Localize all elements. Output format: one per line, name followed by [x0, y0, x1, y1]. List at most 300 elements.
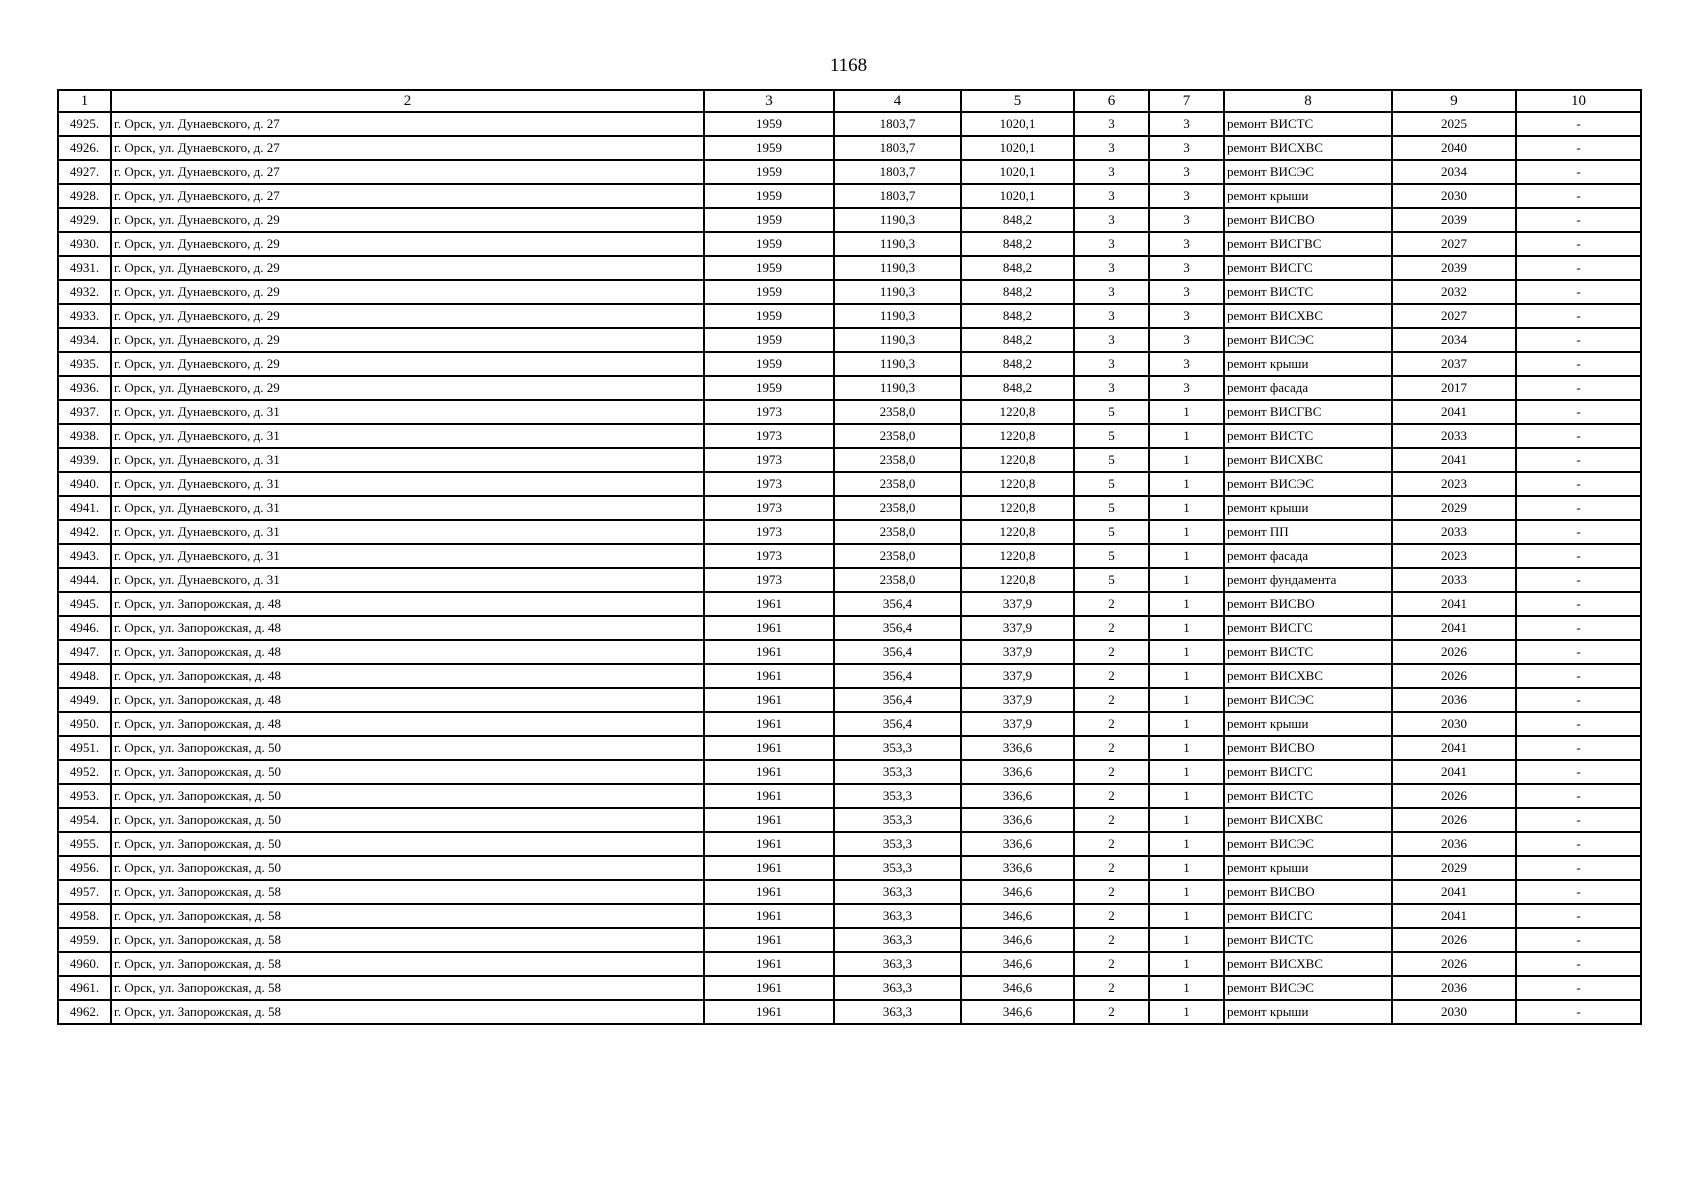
total-area-cell: 356,4 [834, 592, 961, 616]
planned-year-cell: 2032 [1392, 280, 1516, 304]
address-cell: г. Орск, ул. Запорожская, д. 50 [111, 832, 704, 856]
living-area-cell: 1220,8 [961, 544, 1074, 568]
note-cell: - [1516, 616, 1641, 640]
total-area-cell: 363,3 [834, 1000, 961, 1024]
floors-cell: 2 [1074, 832, 1149, 856]
table-body [58, 112, 1641, 1024]
year-cell: 1973 [704, 448, 834, 472]
work-type-cell: ремонт ВИСГС [1224, 760, 1392, 784]
note-cell: - [1516, 160, 1641, 184]
note-cell: - [1516, 832, 1641, 856]
work-type-cell: ремонт крыши [1224, 1000, 1392, 1024]
note-cell: - [1516, 400, 1641, 424]
work-type-cell: ремонт ВИСГС [1224, 616, 1392, 640]
address-cell: г. Орск, ул. Запорожская, д. 58 [111, 880, 704, 904]
address-cell: г. Орск, ул. Запорожская, д. 58 [111, 952, 704, 976]
entrances-cell: 3 [1149, 352, 1224, 376]
row-number-cell: 4928. [58, 184, 111, 208]
living-area-cell: 346,6 [961, 928, 1074, 952]
year-cell: 1973 [704, 496, 834, 520]
address-cell: г. Орск, ул. Дунаевского, д. 31 [111, 520, 704, 544]
planned-year-cell: 2041 [1392, 592, 1516, 616]
table-row [58, 640, 1641, 664]
row-number-cell: 4952. [58, 760, 111, 784]
work-type-cell: ремонт ВИСТС [1224, 424, 1392, 448]
address-cell: г. Орск, ул. Запорожская, д. 48 [111, 664, 704, 688]
address-cell: г. Орск, ул. Запорожская, д. 50 [111, 760, 704, 784]
note-cell: - [1516, 208, 1641, 232]
table-row [58, 736, 1641, 760]
living-area-cell: 1220,8 [961, 520, 1074, 544]
note-cell: - [1516, 664, 1641, 688]
row-number-cell: 4958. [58, 904, 111, 928]
total-area-cell: 2358,0 [834, 424, 961, 448]
entrances-cell: 1 [1149, 640, 1224, 664]
work-type-cell: ремонт ВИСХВС [1224, 952, 1392, 976]
work-type-cell: ремонт ВИСХВС [1224, 448, 1392, 472]
note-cell: - [1516, 304, 1641, 328]
year-cell: 1959 [704, 208, 834, 232]
living-area-cell: 1220,8 [961, 400, 1074, 424]
total-area-cell: 353,3 [834, 760, 961, 784]
table-row [58, 184, 1641, 208]
address-cell: г. Орск, ул. Дунаевского, д. 27 [111, 184, 704, 208]
floors-cell: 5 [1074, 544, 1149, 568]
address-cell: г. Орск, ул. Дунаевского, д. 29 [111, 352, 704, 376]
year-cell: 1973 [704, 568, 834, 592]
note-cell: - [1516, 472, 1641, 496]
work-type-cell: ремонт ВИСВО [1224, 736, 1392, 760]
work-type-cell: ремонт ВИСХВС [1224, 664, 1392, 688]
year-cell: 1961 [704, 928, 834, 952]
row-number-cell: 4927. [58, 160, 111, 184]
row-number-cell: 4940. [58, 472, 111, 496]
year-cell: 1959 [704, 136, 834, 160]
note-cell: - [1516, 184, 1641, 208]
table-row [58, 832, 1641, 856]
planned-year-cell: 2026 [1392, 640, 1516, 664]
table-row [58, 568, 1641, 592]
column-header-5: 5 [961, 90, 1074, 112]
work-type-cell: ремонт ВИСГС [1224, 904, 1392, 928]
year-cell: 1961 [704, 904, 834, 928]
floors-cell: 2 [1074, 928, 1149, 952]
address-cell: г. Орск, ул. Запорожская, д. 50 [111, 736, 704, 760]
table-row [58, 448, 1641, 472]
planned-year-cell: 2041 [1392, 448, 1516, 472]
living-area-cell: 1220,8 [961, 448, 1074, 472]
row-number-cell: 4935. [58, 352, 111, 376]
work-type-cell: ремонт крыши [1224, 712, 1392, 736]
planned-year-cell: 2026 [1392, 808, 1516, 832]
floors-cell: 5 [1074, 400, 1149, 424]
entrances-cell: 3 [1149, 280, 1224, 304]
note-cell: - [1516, 256, 1641, 280]
row-number-cell: 4962. [58, 1000, 111, 1024]
address-cell: г. Орск, ул. Дунаевского, д. 31 [111, 496, 704, 520]
living-area-cell: 848,2 [961, 208, 1074, 232]
address-cell: г. Орск, ул. Дунаевского, д. 27 [111, 112, 704, 136]
address-cell: г. Орск, ул. Дунаевского, д. 31 [111, 568, 704, 592]
year-cell: 1961 [704, 880, 834, 904]
table-header [58, 90, 1641, 112]
living-area-cell: 337,9 [961, 664, 1074, 688]
entrances-cell: 1 [1149, 952, 1224, 976]
planned-year-cell: 2037 [1392, 352, 1516, 376]
note-cell: - [1516, 136, 1641, 160]
living-area-cell: 337,9 [961, 592, 1074, 616]
work-type-cell: ремонт ВИСГВС [1224, 400, 1392, 424]
table-row [58, 592, 1641, 616]
note-cell: - [1516, 688, 1641, 712]
column-header-3: 3 [704, 90, 834, 112]
address-cell: г. Орск, ул. Дунаевского, д. 31 [111, 472, 704, 496]
floors-cell: 3 [1074, 376, 1149, 400]
note-cell: - [1516, 736, 1641, 760]
page-number: 1168 [829, 55, 868, 76]
address-cell: г. Орск, ул. Запорожская, д. 50 [111, 784, 704, 808]
floors-cell: 2 [1074, 976, 1149, 1000]
total-area-cell: 363,3 [834, 952, 961, 976]
year-cell: 1973 [704, 520, 834, 544]
planned-year-cell: 2034 [1392, 160, 1516, 184]
work-type-cell: ремонт ВИСХВС [1224, 304, 1392, 328]
address-cell: г. Орск, ул. Запорожская, д. 58 [111, 904, 704, 928]
floors-cell: 2 [1074, 904, 1149, 928]
note-cell: - [1516, 856, 1641, 880]
table-row [58, 136, 1641, 160]
living-area-cell: 336,6 [961, 832, 1074, 856]
work-type-cell: ремонт ВИСЭС [1224, 160, 1392, 184]
note-cell: - [1516, 712, 1641, 736]
note-cell: - [1516, 568, 1641, 592]
entrances-cell: 1 [1149, 736, 1224, 760]
work-type-cell: ремонт ВИСГВС [1224, 232, 1392, 256]
year-cell: 1973 [704, 400, 834, 424]
planned-year-cell: 2041 [1392, 736, 1516, 760]
living-area-cell: 848,2 [961, 232, 1074, 256]
planned-year-cell: 2040 [1392, 136, 1516, 160]
note-cell: - [1516, 424, 1641, 448]
year-cell: 1959 [704, 280, 834, 304]
living-area-cell: 336,6 [961, 808, 1074, 832]
table-row [58, 664, 1641, 688]
total-area-cell: 356,4 [834, 616, 961, 640]
living-area-cell: 1020,1 [961, 184, 1074, 208]
entrances-cell: 3 [1149, 136, 1224, 160]
note-cell: - [1516, 520, 1641, 544]
total-area-cell: 356,4 [834, 664, 961, 688]
entrances-cell: 1 [1149, 880, 1224, 904]
work-type-cell: ремонт ПП [1224, 520, 1392, 544]
work-type-cell: ремонт фундамента [1224, 568, 1392, 592]
total-area-cell: 1190,3 [834, 232, 961, 256]
row-number-cell: 4949. [58, 688, 111, 712]
floors-cell: 2 [1074, 856, 1149, 880]
work-type-cell: ремонт ВИСЭС [1224, 328, 1392, 352]
note-cell: - [1516, 1000, 1641, 1024]
year-cell: 1961 [704, 976, 834, 1000]
entrances-cell: 3 [1149, 328, 1224, 352]
entrances-cell: 3 [1149, 256, 1224, 280]
total-area-cell: 2358,0 [834, 448, 961, 472]
floors-cell: 3 [1074, 280, 1149, 304]
address-cell: г. Орск, ул. Запорожская, д. 48 [111, 712, 704, 736]
total-area-cell: 353,3 [834, 736, 961, 760]
floors-cell: 2 [1074, 808, 1149, 832]
entrances-cell: 1 [1149, 928, 1224, 952]
entrances-cell: 1 [1149, 544, 1224, 568]
note-cell: - [1516, 280, 1641, 304]
floors-cell: 3 [1074, 136, 1149, 160]
floors-cell: 2 [1074, 712, 1149, 736]
planned-year-cell: 2025 [1392, 112, 1516, 136]
floors-cell: 3 [1074, 160, 1149, 184]
address-cell: г. Орск, ул. Запорожская, д. 48 [111, 640, 704, 664]
floors-cell: 5 [1074, 568, 1149, 592]
address-cell: г. Орск, ул. Дунаевского, д. 31 [111, 448, 704, 472]
planned-year-cell: 2030 [1392, 712, 1516, 736]
planned-year-cell: 2026 [1392, 928, 1516, 952]
work-type-cell: ремонт ВИСГС [1224, 256, 1392, 280]
living-area-cell: 848,2 [961, 376, 1074, 400]
row-number-cell: 4925. [58, 112, 111, 136]
repair-schedule-table [57, 89, 1642, 1025]
floors-cell: 2 [1074, 784, 1149, 808]
note-cell: - [1516, 784, 1641, 808]
entrances-cell: 1 [1149, 448, 1224, 472]
address-cell: г. Орск, ул. Запорожская, д. 50 [111, 856, 704, 880]
address-cell: г. Орск, ул. Дунаевского, д. 31 [111, 424, 704, 448]
table-row [58, 280, 1641, 304]
year-cell: 1961 [704, 808, 834, 832]
planned-year-cell: 2033 [1392, 520, 1516, 544]
total-area-cell: 363,3 [834, 928, 961, 952]
floors-cell: 2 [1074, 880, 1149, 904]
planned-year-cell: 2023 [1392, 544, 1516, 568]
total-area-cell: 356,4 [834, 640, 961, 664]
year-cell: 1959 [704, 328, 834, 352]
column-header-9: 9 [1392, 90, 1516, 112]
floors-cell: 5 [1074, 448, 1149, 472]
column-header-4: 4 [834, 90, 961, 112]
floors-cell: 2 [1074, 952, 1149, 976]
table-row [58, 232, 1641, 256]
header-row [58, 90, 1641, 112]
address-cell: г. Орск, ул. Дунаевского, д. 29 [111, 232, 704, 256]
planned-year-cell: 2036 [1392, 976, 1516, 1000]
total-area-cell: 1803,7 [834, 160, 961, 184]
table-row [58, 760, 1641, 784]
year-cell: 1961 [704, 952, 834, 976]
row-number-cell: 4945. [58, 592, 111, 616]
note-cell: - [1516, 376, 1641, 400]
entrances-cell: 1 [1149, 856, 1224, 880]
entrances-cell: 3 [1149, 184, 1224, 208]
table-row [58, 376, 1641, 400]
planned-year-cell: 2033 [1392, 424, 1516, 448]
table-row [58, 424, 1641, 448]
column-header-8: 8 [1224, 90, 1392, 112]
year-cell: 1973 [704, 544, 834, 568]
note-cell: - [1516, 592, 1641, 616]
column-header-6: 6 [1074, 90, 1149, 112]
floors-cell: 2 [1074, 688, 1149, 712]
planned-year-cell: 2026 [1392, 784, 1516, 808]
living-area-cell: 336,6 [961, 784, 1074, 808]
total-area-cell: 2358,0 [834, 568, 961, 592]
entrances-cell: 1 [1149, 520, 1224, 544]
total-area-cell: 363,3 [834, 880, 961, 904]
year-cell: 1959 [704, 112, 834, 136]
table-row [58, 208, 1641, 232]
planned-year-cell: 2029 [1392, 856, 1516, 880]
entrances-cell: 3 [1149, 376, 1224, 400]
address-cell: г. Орск, ул. Запорожская, д. 58 [111, 976, 704, 1000]
column-header-10: 10 [1516, 90, 1641, 112]
row-number-cell: 4956. [58, 856, 111, 880]
work-type-cell: ремонт ВИСЭС [1224, 688, 1392, 712]
row-number-cell: 4943. [58, 544, 111, 568]
table-row [58, 952, 1641, 976]
entrances-cell: 1 [1149, 688, 1224, 712]
total-area-cell: 353,3 [834, 808, 961, 832]
work-type-cell: ремонт крыши [1224, 496, 1392, 520]
living-area-cell: 1220,8 [961, 472, 1074, 496]
planned-year-cell: 2041 [1392, 616, 1516, 640]
entrances-cell: 1 [1149, 424, 1224, 448]
row-number-cell: 4939. [58, 448, 111, 472]
total-area-cell: 2358,0 [834, 544, 961, 568]
entrances-cell: 1 [1149, 664, 1224, 688]
address-cell: г. Орск, ул. Дунаевского, д. 29 [111, 208, 704, 232]
living-area-cell: 337,9 [961, 712, 1074, 736]
planned-year-cell: 2017 [1392, 376, 1516, 400]
table-row [58, 304, 1641, 328]
work-type-cell: ремонт ВИСХВС [1224, 136, 1392, 160]
total-area-cell: 1190,3 [834, 208, 961, 232]
note-cell: - [1516, 328, 1641, 352]
floors-cell: 5 [1074, 496, 1149, 520]
entrances-cell: 1 [1149, 760, 1224, 784]
year-cell: 1961 [704, 832, 834, 856]
row-number-cell: 4936. [58, 376, 111, 400]
row-number-cell: 4947. [58, 640, 111, 664]
row-number-cell: 4937. [58, 400, 111, 424]
work-type-cell: ремонт ВИСТС [1224, 784, 1392, 808]
year-cell: 1959 [704, 304, 834, 328]
table-row [58, 400, 1641, 424]
entrances-cell: 1 [1149, 832, 1224, 856]
total-area-cell: 1803,7 [834, 136, 961, 160]
planned-year-cell: 2026 [1392, 952, 1516, 976]
note-cell: - [1516, 640, 1641, 664]
work-type-cell: ремонт ВИСХВС [1224, 808, 1392, 832]
note-cell: - [1516, 928, 1641, 952]
row-number-cell: 4932. [58, 280, 111, 304]
year-cell: 1961 [704, 1000, 834, 1024]
floors-cell: 2 [1074, 736, 1149, 760]
year-cell: 1973 [704, 472, 834, 496]
work-type-cell: ремонт ВИСВО [1224, 880, 1392, 904]
floors-cell: 2 [1074, 592, 1149, 616]
living-area-cell: 848,2 [961, 328, 1074, 352]
living-area-cell: 1220,8 [961, 568, 1074, 592]
living-area-cell: 336,6 [961, 760, 1074, 784]
living-area-cell: 337,9 [961, 640, 1074, 664]
address-cell: г. Орск, ул. Запорожская, д. 58 [111, 928, 704, 952]
planned-year-cell: 2036 [1392, 688, 1516, 712]
year-cell: 1961 [704, 760, 834, 784]
total-area-cell: 356,4 [834, 712, 961, 736]
address-cell: г. Орск, ул. Дунаевского, д. 31 [111, 544, 704, 568]
row-number-cell: 4948. [58, 664, 111, 688]
address-cell: г. Орск, ул. Дунаевского, д. 27 [111, 136, 704, 160]
entrances-cell: 3 [1149, 112, 1224, 136]
planned-year-cell: 2030 [1392, 184, 1516, 208]
table-row [58, 352, 1641, 376]
year-cell: 1959 [704, 232, 834, 256]
note-cell: - [1516, 952, 1641, 976]
address-cell: г. Орск, ул. Дунаевского, д. 27 [111, 160, 704, 184]
floors-cell: 3 [1074, 208, 1149, 232]
work-type-cell: ремонт крыши [1224, 856, 1392, 880]
work-type-cell: ремонт фасада [1224, 376, 1392, 400]
work-type-cell: ремонт ВИСЭС [1224, 976, 1392, 1000]
living-area-cell: 336,6 [961, 736, 1074, 760]
note-cell: - [1516, 760, 1641, 784]
table-row [58, 616, 1641, 640]
work-type-cell: ремонт ВИСТС [1224, 640, 1392, 664]
note-cell: - [1516, 496, 1641, 520]
entrances-cell: 1 [1149, 472, 1224, 496]
table-row [58, 1000, 1641, 1024]
floors-cell: 2 [1074, 1000, 1149, 1024]
table-row [58, 976, 1641, 1000]
note-cell: - [1516, 544, 1641, 568]
living-area-cell: 1020,1 [961, 160, 1074, 184]
floors-cell: 5 [1074, 472, 1149, 496]
living-area-cell: 848,2 [961, 280, 1074, 304]
total-area-cell: 356,4 [834, 688, 961, 712]
living-area-cell: 346,6 [961, 1000, 1074, 1024]
entrances-cell: 3 [1149, 232, 1224, 256]
entrances-cell: 1 [1149, 904, 1224, 928]
address-cell: г. Орск, ул. Запорожская, д. 48 [111, 688, 704, 712]
row-number-cell: 4933. [58, 304, 111, 328]
row-number-cell: 4934. [58, 328, 111, 352]
address-cell: г. Орск, ул. Дунаевского, д. 29 [111, 328, 704, 352]
total-area-cell: 1190,3 [834, 328, 961, 352]
table-row [58, 496, 1641, 520]
floors-cell: 2 [1074, 640, 1149, 664]
total-area-cell: 1803,7 [834, 184, 961, 208]
planned-year-cell: 2041 [1392, 760, 1516, 784]
table-row [58, 112, 1641, 136]
year-cell: 1961 [704, 736, 834, 760]
row-number-cell: 4929. [58, 208, 111, 232]
work-type-cell: ремонт ВИСВО [1224, 592, 1392, 616]
note-cell: - [1516, 352, 1641, 376]
column-header-1: 1 [58, 90, 111, 112]
table-row [58, 904, 1641, 928]
entrances-cell: 1 [1149, 568, 1224, 592]
planned-year-cell: 2027 [1392, 304, 1516, 328]
total-area-cell: 1190,3 [834, 256, 961, 280]
table-row [58, 688, 1641, 712]
planned-year-cell: 2023 [1392, 472, 1516, 496]
year-cell: 1961 [704, 856, 834, 880]
